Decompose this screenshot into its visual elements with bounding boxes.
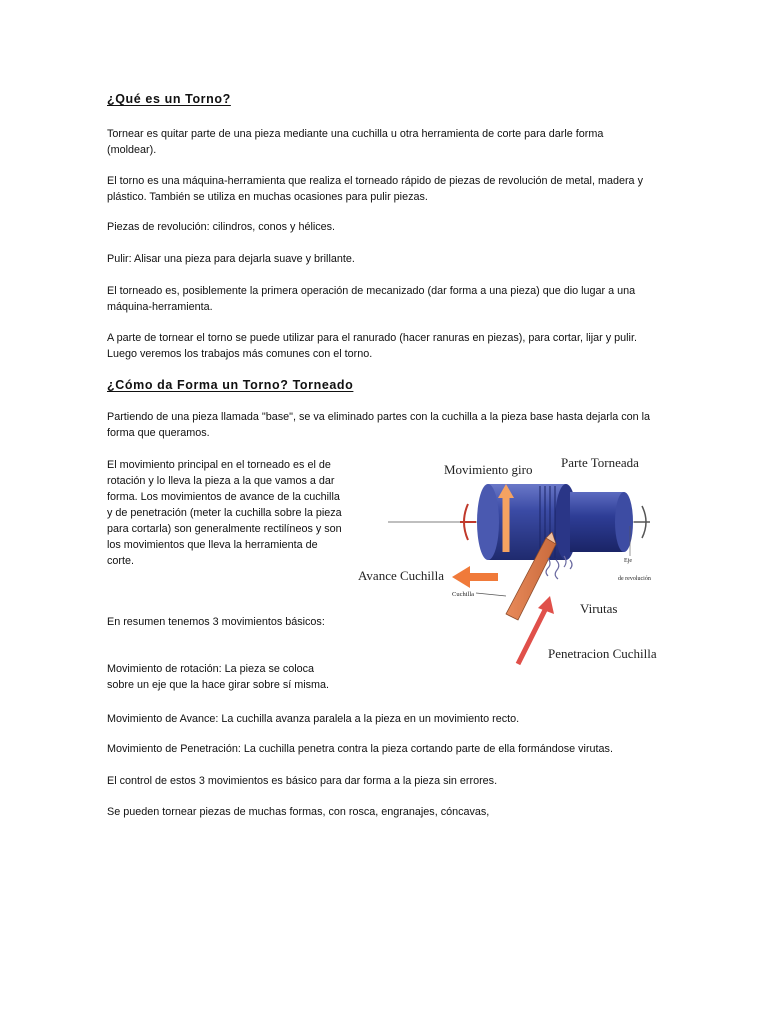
label-eje-revolucion: de revolución [618, 576, 651, 582]
paragraph: El movimiento principal en el torneado es el de rotación y lo lleva la pieza a la que vamos a dar forma. Los movimientos de avance de la cuchilla y de penetración (meter la cuchilla sobre la pieza para cortarla) son generalmente rectilíneos y son los movimientos que lleva la herramienta de corte. [107, 459, 342, 567]
label-virutas: Virutas [580, 601, 618, 616]
advance-arrow [452, 566, 498, 588]
label-parte-torneada: Parte Torneada [561, 455, 639, 470]
label-penetracion-cuchilla: Penetracion Cuchilla [548, 646, 657, 661]
label-eje: Eje [624, 558, 632, 564]
paragraph: Piezas de revolución: cilindros, conos y hélices. [107, 221, 336, 233]
turned-part [570, 492, 633, 552]
paragraph: El control de estos 3 movimientos es básico para dar forma a la pieza sin errores. [107, 775, 498, 787]
label-avance-cuchilla: Avance Cuchilla [358, 568, 445, 583]
paragraph: Movimiento de Penetración: La cuchilla penetra contra la pieza cortando parte de ella formándose virutas. [107, 743, 613, 755]
paragraph: Movimiento de rotación: La pieza se coloca sobre un eje que la hace girar sobre sí misma. [107, 663, 330, 691]
turning-diagram-svg [348, 452, 683, 670]
cuchilla-pointer [476, 593, 506, 596]
paragraph: A parte de tornear el torno se puede utilizar para el ranurado (hacer ranuras en piezas), para cortar, lijar y pulir. Luego veremos los trabajos más comunes con el torno. [107, 332, 637, 360]
paragraph: Tornear es quitar parte de una pieza mediante una cuchilla u otra herramienta de corte para darle forma (moldear). [107, 128, 604, 156]
paragraph: En resumen tenemos 3 movimientos básicos: [107, 616, 325, 628]
rotation-marker-right [634, 506, 650, 538]
paragraph: El torneado es, posiblemente la primera operación de mecanizado (dar forma a una pieza) que dio lugar a una máquina-herramienta. [107, 285, 636, 313]
paragraph: Movimiento de Avance: La cuchilla avanza paralela a la pieza en un movimiento recto. [107, 713, 520, 725]
paragraph: Se pueden tornear piezas de muchas formas, con rosca, engranajes, cóncavas, [107, 806, 490, 818]
section-title-como-da-forma: ¿Cómo da Forma un Torno? Torneado [107, 378, 354, 392]
turning-diagram [348, 452, 683, 670]
section-title-que-es-torno: ¿Qué es un Torno? [107, 92, 231, 106]
rotation-marker-left [460, 504, 476, 540]
paragraph: El torno es una máquina-herramienta que realiza el torneado rápido de piezas de revolución de metal, madera y plástico. También se utiliza en muchas ocasiones para pulir piezas. [107, 175, 643, 203]
label-cuchilla: Cuchilla [452, 591, 475, 598]
workpiece-cylinder [477, 484, 577, 560]
paragraph: Partiendo de una pieza llamada "base", se va eliminado partes con la cuchilla a la pieza base hasta dejarla con la forma que queramos. [107, 411, 651, 439]
label-movimiento-giro: Movimiento giro [444, 462, 533, 477]
paragraph: Pulir: Alisar una pieza para dejarla suave y brillante. [107, 253, 355, 265]
